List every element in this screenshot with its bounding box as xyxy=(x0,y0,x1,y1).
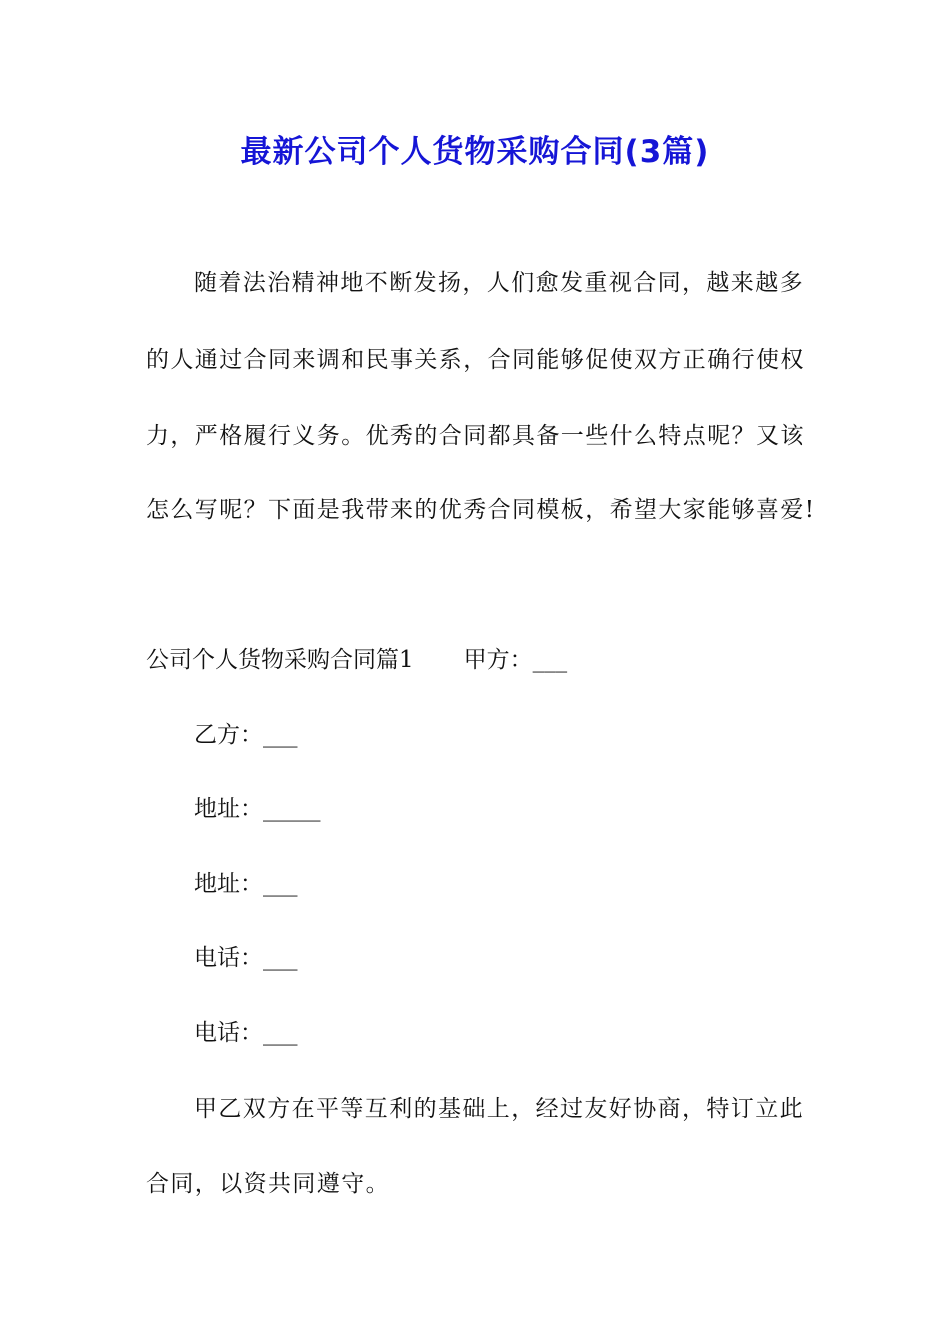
address-field-1: 地址：_____ xyxy=(194,796,321,822)
party-b-field: 乙方：___ xyxy=(194,722,298,748)
phone-field-1: 电话：___ xyxy=(194,945,298,971)
intro-line-1: 随着法治精神地不断发扬，人们愈发重视合同，越来越多 xyxy=(194,270,804,296)
intro-line-4: 怎么写呢？下面是我带来的优秀合同模板，希望大家能够喜爱! xyxy=(146,497,816,523)
section-heading: 公司个人货物采购合同篇1 xyxy=(146,647,414,673)
document-title: 最新公司个人货物采购合同(3篇) xyxy=(240,134,710,170)
phone-field-2: 电话：___ xyxy=(194,1020,298,1046)
agreement-line-1: 甲乙双方在平等互利的基础上，经过友好协商，特订立此 xyxy=(194,1096,804,1122)
intro-line-2: 的人通过合同来调和民事关系，合同能够促使双方正确行使权 xyxy=(146,347,805,373)
section-heading-row xyxy=(146,646,567,674)
intro-line-3: 力，严格履行义务。优秀的合同都具备一些什么特点呢？又该 xyxy=(146,423,805,449)
address-field-2: 地址：___ xyxy=(194,871,298,897)
party-a-field: 甲方：___ xyxy=(463,647,568,673)
agreement-line-2: 合同，以资共同遵守。 xyxy=(146,1171,390,1197)
